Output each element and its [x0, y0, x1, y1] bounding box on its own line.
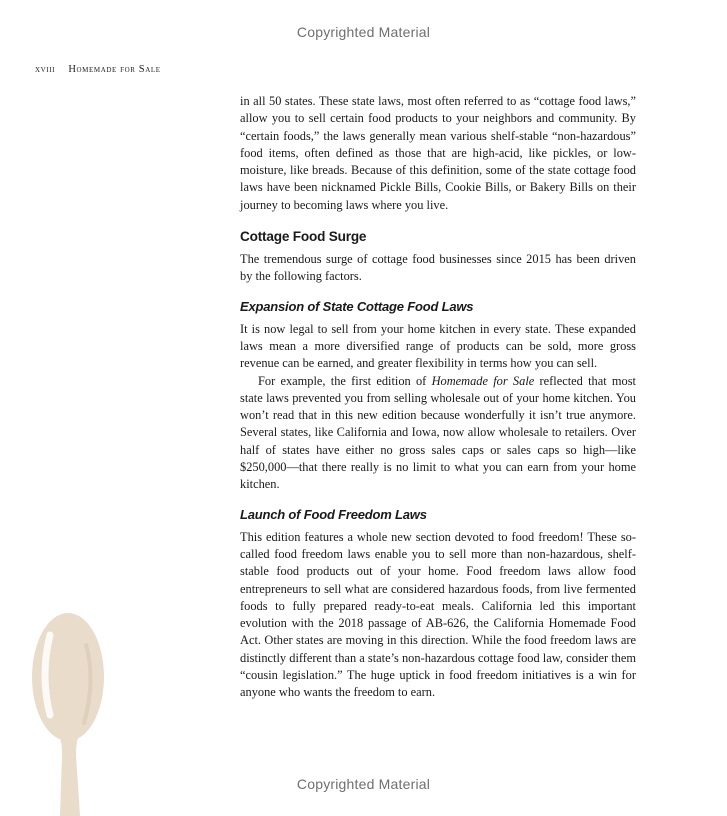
paragraph-surge: The tremendous surge of cottage food businesses since 2015 has been driven by the following factors. — [240, 252, 636, 284]
example-text-start: For example, the first edition of — [258, 373, 432, 388]
copyright-watermark-top: Copyrighted Material — [296, 24, 431, 40]
subheading-expansion: Expansion of State Cottage Food Laws — [240, 298, 474, 314]
paragraph-state-laws: in all 50 states. These state laws, most often referred to as “cottage food laws,” allow you to sell certain food products to your neighbors and community. By “certain foods,” the laws generally mean various shelf-stable “non-hazardous” food items, often defined as those that are high-acid, like pickles, or low-moisture, like breads. Because of this definition, some of the state cottage food laws have been nicknamed Pickle Bills, Cookie Bills, or Bakery Bills on their journey to becoming laws where you live. — [240, 94, 636, 212]
paragraph-expansion: It is now legal to sell from your home kitchen in every state. These expanded laws mean a more diversified range of products can be sold, more gross revenue can be earned, and greater flexibility in terms how you can sell. — [240, 321, 636, 371]
paragraph-food-freedom: This edition features a whole new section devoted to food freedom! These so-called food freedom laws enable you to sell more than non-hazardous, shelf-stable food products out of your home. Food freedom laws allow food entrepreneurs to sell what are considered hazardous foods, from live fermented foods to fully prepared ready-to-eat meals. California led this important evolution with the 2018 passage of AB-626, the California Homemade Food Act. Other states are moving in this direction. While the food freedom laws are distinctly different than a state’s non-hazardous cottage food law, consider them “cousin legislation.” The huge uptick in food freedom initiatives is a win for anyone who wants the freedom to earn. — [240, 529, 636, 700]
book-title: Homemade for Sale — [68, 64, 161, 75]
copyright-watermark-bottom: Copyrighted Material — [296, 776, 431, 792]
subheading-food-freedom: Launch of Food Freedom Laws — [240, 506, 427, 522]
page-number: xviii — [35, 64, 56, 75]
main-text-column — [240, 93, 636, 702]
running-head — [35, 64, 161, 75]
book-title-italic: Homemade for Sale — [431, 373, 535, 388]
paragraph-example — [240, 373, 636, 494]
heading-cottage-food-surge: Cottage Food Surge — [240, 229, 367, 245]
example-text-end: reflected that most state laws prevented you from selling wholesale out of your home kitchen. You won’t read that in this new edition because wonderfully it isn’t true anymore. Several states, like California and Iowa, now allow wholesale to retailers. Over half of states have either no gross sales caps or sales caps so high—like $250,000—that there really is no limit to what you can earn from your home kitchen. — [240, 373, 636, 492]
